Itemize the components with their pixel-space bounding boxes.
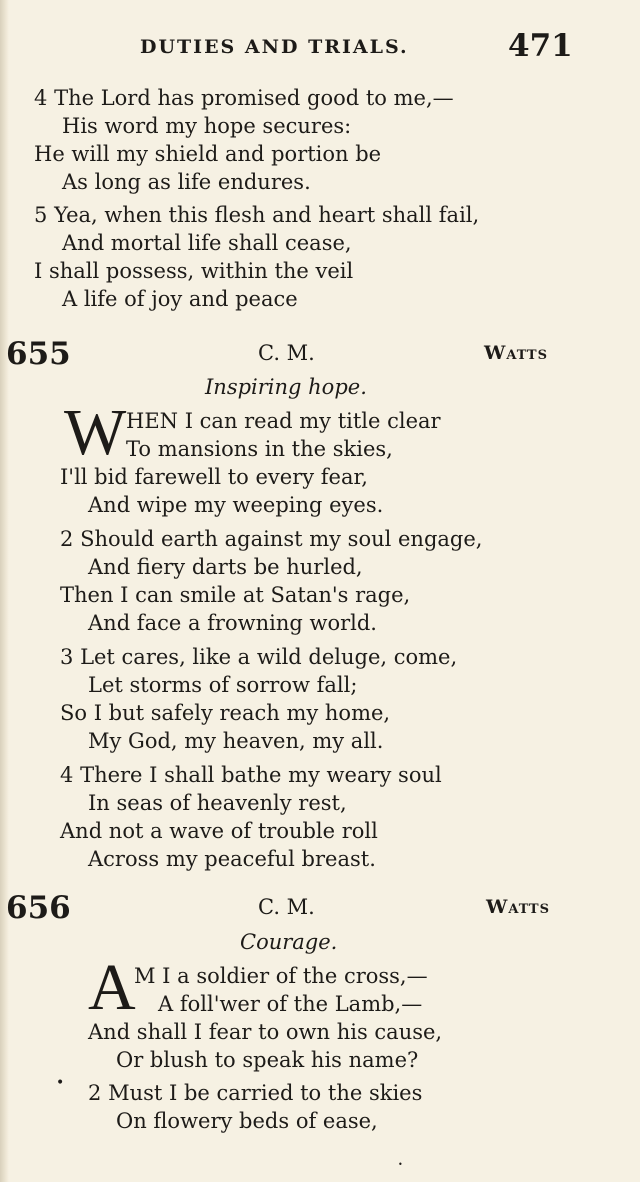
stanza-line: 4 There I shall bathe my weary soul xyxy=(60,763,442,787)
stanza-line: M I a soldier of the cross,— xyxy=(134,964,428,988)
stanza-line: A foll'wer of the Lamb,— xyxy=(158,992,423,1016)
hymn-author: Watts xyxy=(486,896,550,918)
stanza-line: I shall possess, within the veil xyxy=(34,259,354,283)
stanza-line: In seas of heavenly rest, xyxy=(88,791,347,815)
hymn-meter: C. M. xyxy=(258,895,315,919)
stanza-line: And mortal life shall cease, xyxy=(62,231,352,255)
stanza-line: As long as life endures. xyxy=(62,170,311,194)
stanza-line: And shall I fear to own his cause, xyxy=(88,1020,443,1044)
stanza-line: 2 Should earth against my soul engage, xyxy=(60,527,483,551)
section-title: DUTIES AND TRIALS. xyxy=(140,36,409,58)
stanza-line: Then I can smile at Satan's rage, xyxy=(60,583,411,607)
stanza-line: 3 Let cares, like a wild deluge, come, xyxy=(60,645,458,669)
verse-number: 4 xyxy=(34,86,48,110)
stanza-line: I'll bid farewell to every fear, xyxy=(60,465,368,489)
stanza-line: 4 The Lord has promised good to me,— xyxy=(34,86,454,110)
stanza-line: A life of joy and peace xyxy=(62,287,298,311)
stanza-line: And fiery darts be hurled, xyxy=(88,555,363,579)
stanza-line: So I but safely reach my home, xyxy=(60,701,391,725)
stanza-line: To mansions in the skies, xyxy=(126,437,393,461)
stanza-line: On flowery beds of ease, xyxy=(116,1109,378,1133)
stanza-line: My God, my heaven, my all. xyxy=(88,729,384,753)
stanza-line: And face a frowning world. xyxy=(88,611,377,635)
stanza-line: HEN I can read my title clear xyxy=(126,409,441,433)
stanza-line: Let storms of sorrow fall; xyxy=(88,673,358,697)
verse-number: 2 xyxy=(60,527,74,551)
running-head xyxy=(0,30,640,66)
stanza-line: 2 Must I be carried to the skies xyxy=(88,1081,423,1105)
page-gutter-shadow xyxy=(0,0,9,1182)
verse-number: 5 xyxy=(34,203,48,227)
hymn-subtitle: Inspiring hope. xyxy=(205,375,367,399)
hymn-number: 655 xyxy=(6,336,71,372)
page-number: 471 xyxy=(508,28,573,64)
verse-number: 3 xyxy=(60,645,74,669)
stanza-line: His word my hope secures: xyxy=(62,114,352,138)
stanza-line: And wipe my weeping eyes. xyxy=(88,493,384,517)
stanza-line: Across my peaceful breast. xyxy=(88,847,376,871)
ink-speck: • xyxy=(398,1160,403,1169)
stanza-line: He will my shield and portion be xyxy=(34,142,382,166)
ink-mark: • xyxy=(56,1075,65,1091)
stanza-line: And not a wave of trouble roll xyxy=(60,819,378,843)
hymn-author: Watts xyxy=(484,342,548,364)
drop-cap: W xyxy=(64,396,127,469)
hymn-meter: C. M. xyxy=(258,341,315,365)
hymn-number: 656 xyxy=(6,890,71,926)
verse-number: 4 xyxy=(60,763,74,787)
stanza-line: Or blush to speak his name? xyxy=(116,1048,419,1072)
hymn-subtitle: Courage. xyxy=(240,930,338,954)
drop-cap: A xyxy=(88,951,136,1024)
verse-number: 2 xyxy=(88,1081,102,1105)
stanza-line: 5 Yea, when this flesh and heart shall fail, xyxy=(34,203,480,227)
